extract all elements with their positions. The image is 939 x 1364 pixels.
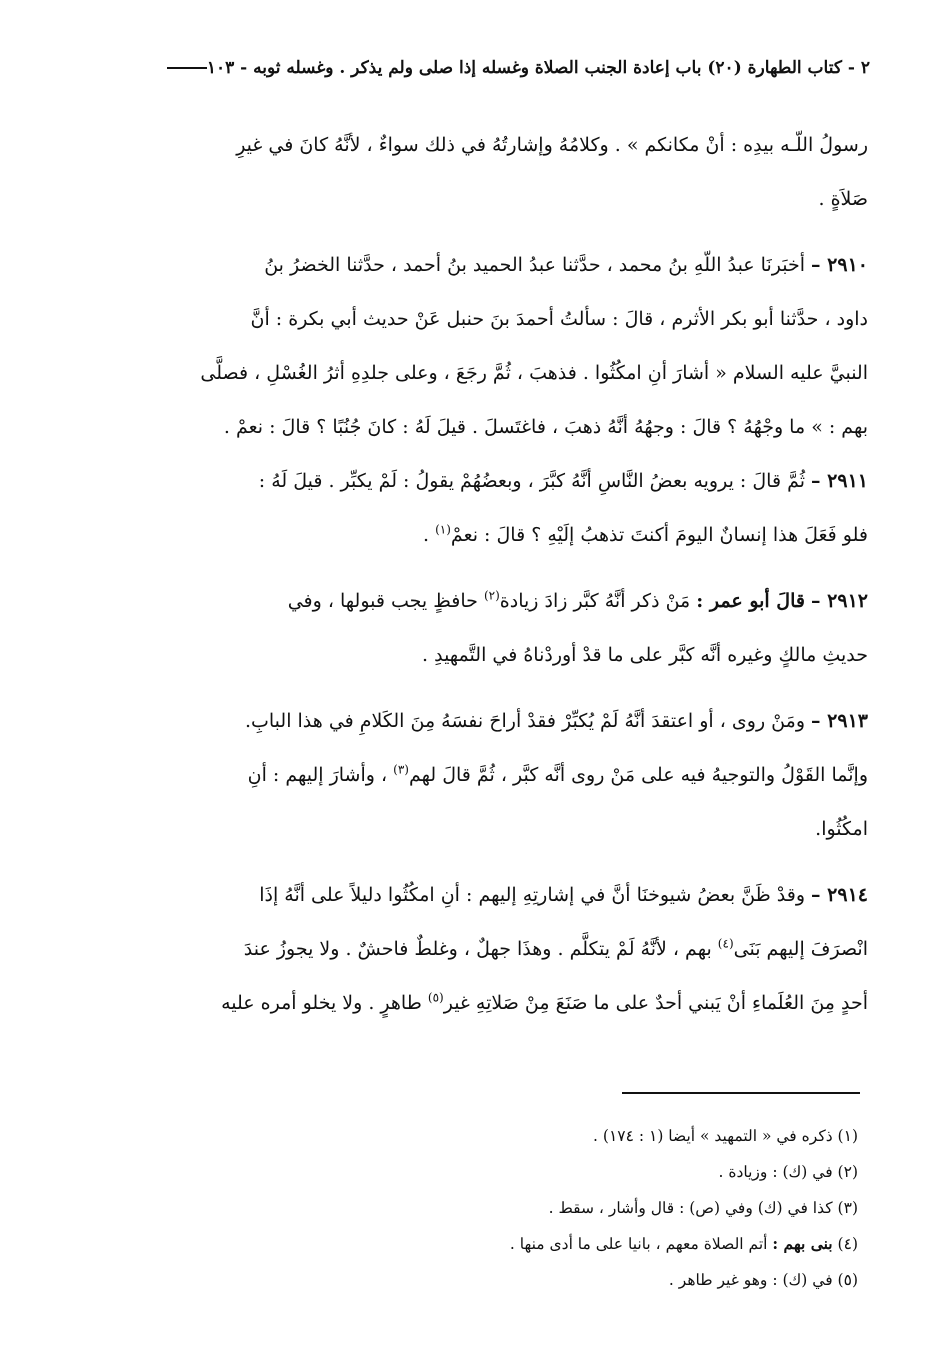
footnote-ref[interactable]: (١) <box>435 522 451 537</box>
text-line: داود ، حدَّثنا أبو بكر الأثرم ، قالَ : سألتُ أحمدَ بنَ حنبل عَنْ حديث أبي بكرة : أنَّ <box>250 308 868 330</box>
text-line: وإنَّما القَوْلُ والتوجيهُ فيه على مَنْ روى أنَّه كبَّر ، ثُمَّ قالَ لهم <box>408 764 868 786</box>
footnote-number: (٤) <box>837 1235 858 1253</box>
footnote-number: (٣) <box>837 1199 858 1217</box>
footnote-term: بنى بهم : <box>772 1234 833 1253</box>
footnote-item <box>80 1118 858 1154</box>
text-line: رسولُ اللّـه بيدِه : أنْ مكانكم » . وكلامُهُ وإشارتُهُ في ذلك سواءٌ ، لأنَّهُ كانَ في غيرِ <box>236 134 868 156</box>
text-line: أحدٍ مِنَ العُلَماءِ أنْ يَبني أحدٌ على ما صَنَعَ مِنْ صَلاتِهِ غير <box>443 992 868 1014</box>
footnote-ref[interactable]: (٢) <box>483 588 500 603</box>
paragraph-2913 <box>80 694 868 856</box>
text-line: طاهرٍ . ولا يخلو أمره عليه <box>221 992 428 1014</box>
header-text: ٢ - كتاب الطهارة (٢٠) باب إعادة الجنب الصلاة وغسله إذا صلى ولم يذكر . وغسله ثوبه - ١٠٣ <box>206 58 870 78</box>
footnote-text: ذكره في « التمهيد » أيضا (١ : ١٧٤) . <box>593 1127 833 1145</box>
footnote-text: في (ك) : وهو غير طاهر . <box>668 1271 833 1289</box>
footnote-separator <box>622 1092 860 1094</box>
footnotes <box>80 1118 858 1298</box>
paragraph-2914 <box>80 868 868 1030</box>
speaker-lead: قالَ أبو عمر : <box>696 590 805 612</box>
text-line: فلو فَعَلَ هذا إنسانٌ اليومَ أكنتَ تذهبُ إلَيْهِ ؟ قالَ : نعمْ <box>450 524 868 546</box>
paragraph-2910 <box>80 238 868 454</box>
footnote-ref[interactable]: (٤) <box>717 936 734 951</box>
text-line: وقدْ ظَنَّ بعضُ شيوخنَا أنَّ في إشارتِهِ إليهم : أنِ امكُثُوا دليلاً على أنَّهُ إذَا <box>259 884 805 906</box>
running-header <box>80 58 870 78</box>
text-line: حديثِ مالكٍ وغيره أنَّه كبَّر على ما قدْ أوردْناهُ في التَّمهيدِ . <box>422 644 868 666</box>
text-line: مَنْ ذكر أنَّهُ كبَّر زادَ زيادة <box>499 590 691 612</box>
footnote-number: (١) <box>837 1127 858 1145</box>
text-line: انْصرَفَ إليهم بَنَى <box>733 938 868 960</box>
paragraph-intro <box>80 118 868 226</box>
text-line: أخبَرنَا عبدُ اللّهِ بنُ محمد ، حدَّثنا عبدُ الحميد بنُ أحمد ، حدَّثنا الخضرُ بنُ <box>264 254 805 276</box>
text-line: بهم ، لأنَّهُ لَمْ يتكلَّم . وهذَا جهلٌ ، وغلطٌ فاحشٌ . ولا يجوزُ عندَ <box>243 938 718 960</box>
paragraph-number: ٢٩١٣ – <box>811 710 868 732</box>
text-line: ثُمَّ قالَ : يرويه بعضُ النَّاسِ أنَّهُ كبَّرَ ، وبعضُهُمْ يقولُ : لَمْ يكبِّر . قيلَ لَهُ : <box>258 470 805 492</box>
footnote-text: كذا في (ك) وفي (ص) : قال وأشار ، سقط . <box>548 1199 833 1217</box>
paragraph-number: ٢٩١٤ – <box>811 884 868 906</box>
footnote-item <box>80 1190 858 1226</box>
footnote-item <box>80 1262 858 1298</box>
text-line: حافظٍ يجب قبولها ، وفي <box>287 590 484 612</box>
footnote-number: (٢) <box>837 1163 858 1181</box>
paragraph-2911 <box>80 454 868 562</box>
footnote-item <box>80 1154 858 1190</box>
paragraph-2912 <box>80 574 868 682</box>
text-line: بهم : » ما وجْهُهُ ؟ قالَ : وجهُهُ أنَّهُ ذهبَ ، فاغتَسلَ . قيلَ لَهُ : كانَ جُنُبًا ؟ قالَ : نعمْ . <box>223 416 868 438</box>
paragraph-number: ٢٩١٢ – <box>811 590 868 612</box>
text-tail: . <box>423 524 436 546</box>
footnote-number: (٥) <box>837 1271 858 1289</box>
footnote-ref[interactable]: (٥) <box>427 990 444 1005</box>
footnote-ref[interactable]: (٣) <box>393 762 409 777</box>
text-line: صَلاَةٍ . <box>818 188 868 210</box>
text-line: ، وأشارَ إليهم : أنِ <box>247 764 394 786</box>
paragraph-number: ٢٩١٠ – <box>811 254 868 276</box>
footnote-text: أتم الصلاة معهم ، بانيا على ما أدى منها . <box>509 1235 768 1253</box>
text-line: ومَنْ روى ، أو اعتقدَ أنَّهُ لَمْ يُكبِّرْ فقدْ أراحَ نفسَهُ مِنَ الكَلامِ في هذا البابِ. <box>244 710 805 732</box>
paragraph-number: ٢٩١١ – <box>811 470 868 492</box>
footnote-text: في (ك) : وزيادة . <box>718 1163 833 1181</box>
footnote-item <box>80 1226 858 1262</box>
header-dash <box>167 67 207 69</box>
text-line: امكُثُوا. <box>815 818 868 840</box>
text-line: النبيَّ عليه السلام « أشارَ أنِ امكُثُوا . فذهبَ ، ثُمَّ رجَعَ ، وعلى جلدِهِ أثرُ الغُسْلِ ، فصلَّى <box>200 362 868 384</box>
main-text <box>80 118 868 1030</box>
